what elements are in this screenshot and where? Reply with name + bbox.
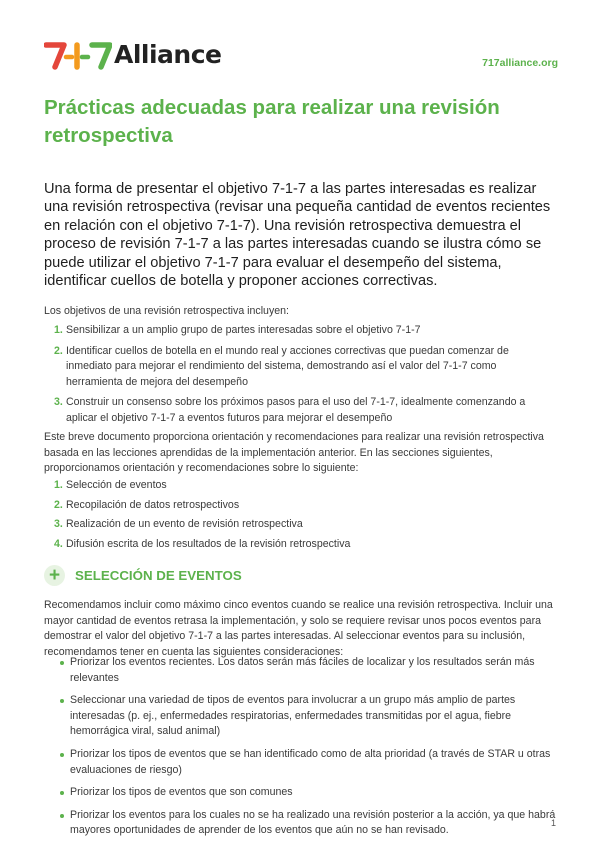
objectives-intro: Los objetivos de una revisión retrospectiva incluyen: <box>44 305 289 317</box>
list-number: 1. <box>54 324 63 336</box>
list-number: 3. <box>54 518 63 531</box>
list-item <box>44 747 559 778</box>
page-number: 1 <box>550 818 556 828</box>
list-item-text: Seleccionar una variedad de tipos de eventos para involucrar a un grupo más amplio de partes interesadas (p. ej., enfermedades respiratorias, enfermedades transmitidas por el agua, fiebre hemorrágica viral, salud animal) <box>70 694 516 738</box>
list-item <box>44 323 544 339</box>
list-item-text: Priorizar los eventos recientes. Los datos serán más fáciles de localizar y los resultados serán más relevantes <box>70 656 535 684</box>
logo-717-mark <box>44 40 112 70</box>
list-number: 3. <box>54 396 63 409</box>
list-item <box>44 395 544 426</box>
page-title: Prácticas adecuadas para realizar una revisión retrospectiva <box>44 96 500 147</box>
considerations-list <box>44 655 559 846</box>
section-title: SELECCIÓN DE EVENTOS <box>75 567 242 583</box>
list-item <box>44 517 544 533</box>
list-item-text: Realización de un evento de revisión retrospectiva <box>66 518 303 531</box>
section-heading <box>44 563 242 587</box>
list-item <box>44 785 559 801</box>
logo-wordmark: Alliance <box>114 40 222 69</box>
list-item <box>44 498 544 514</box>
list-item-text: Selección de eventos <box>66 479 167 491</box>
logo <box>44 38 222 72</box>
list-item-text: Priorizar los tipos de eventos que se han identificado como de alta prioridad (a través de STAR u otras evaluaciones de riesgo) <box>70 747 551 776</box>
section-intro: Recomendamos incluir como máximo cinco eventos cuando se realice una revisión retrospectiva. Incluir una mayor cantidad de eventos retrasa la implementación, y solo se requiere revisar unos pocos eventos para demostrar el valor del objetivo 7-1-7 a las partes interesadas. Al seleccionar eventos para su inclusión, recomendamos tener en cuenta las siguientes consideraciones: <box>44 599 553 658</box>
bullet-icon <box>60 661 64 665</box>
plus-icon: + <box>44 565 65 586</box>
list-number: 2. <box>54 498 63 511</box>
list-item-text: Recopilación de datos retrospectivos <box>66 498 240 511</box>
list-item-text: Identificar cuellos de botella en el mundo real y acciones correctivas que puedan comenzar de inmediato para mejorar el rendimiento del sistema, demostrando así el valor del 7-1-7 como herramienta de mejora del desempeño <box>66 344 509 388</box>
list-number: 1. <box>54 479 63 491</box>
list-number: 2. <box>54 344 63 357</box>
bullet-icon <box>60 791 64 795</box>
lead-paragraph: Una forma de presentar el objetivo 7-1-7 a las partes interesadas es realizar una revisión retrospectiva (revisar una pequeña cantidad de eventos recientes en relación con el objetivo 7-1-7). Una revisión retrospectiva demuestra el proceso de revisión 7-1-7 a las partes interesadas cuando se ilustra cómo se puede utilizar el objetivo 7-1-7 para evaluar el desempeño del sistema, identificar cuellos de botella y proponer acciones correctivas. <box>44 181 551 290</box>
list-item <box>44 537 544 553</box>
website-link[interactable]: 717alliance.org <box>482 57 558 69</box>
page-header <box>44 38 558 72</box>
objectives-list <box>44 323 544 432</box>
list-item-text: Construir un consenso sobre los próximos pasos para el uso del 7-1-7, idealmente comenzando a aplicar el objetivo 7-1-7 a eventos futuros para mejorar el desempeño <box>66 396 526 424</box>
list-item-text: Difusión escrita de los resultados de la revisión retrospectiva <box>66 537 351 550</box>
list-item <box>44 344 544 391</box>
list-item <box>44 478 544 494</box>
list-number: 4. <box>54 537 63 550</box>
list-item <box>44 655 559 686</box>
guidance-intro: Este breve documento proporciona orientación y recomendaciones para realizar una revisión retrospectiva basada en las lecciones aprendidas de la implementación anterior. En las secciones siguientes, proporcionamos orientación y recomendaciones sobre lo siguiente: <box>44 431 544 475</box>
bullet-icon <box>60 699 64 703</box>
list-item <box>44 808 559 839</box>
list-item-text: Priorizar los eventos para los cuales no se ha realizado una revisión posterior a la acción, ya que habrá mayores oportunidades de aprender de los eventos que aún no se han revisado. <box>70 808 556 837</box>
list-item <box>44 693 559 740</box>
list-item-text: Sensibilizar a un amplio grupo de partes interesadas sobre el objetivo 7-1-7 <box>66 324 421 336</box>
bullet-icon <box>60 814 64 818</box>
list-item-text: Priorizar los tipos de eventos que son comunes <box>70 786 293 799</box>
guidance-list <box>44 478 544 556</box>
bullet-icon <box>60 753 64 757</box>
